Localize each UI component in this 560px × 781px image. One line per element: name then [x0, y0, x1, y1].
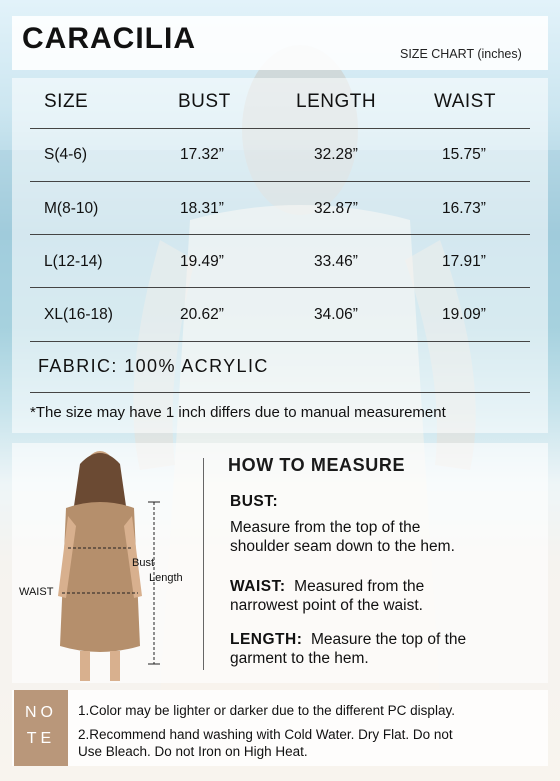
cell-waist: 19.09”: [442, 306, 486, 323]
table-rule: [30, 341, 530, 342]
waist-measure-line-1: [230, 577, 540, 596]
table-row: [30, 289, 530, 341]
header-length: LENGTH: [296, 91, 377, 112]
table-rule: [30, 287, 530, 288]
header-bust: BUST: [178, 91, 231, 112]
brand-logo: CARACILIA: [22, 22, 196, 55]
header-waist: WAIST: [434, 91, 496, 112]
measurement-disclaimer: *The size may have 1 inch differs due to manual measurement: [30, 404, 446, 421]
cell-waist: 16.73”: [442, 200, 486, 217]
table-rule: [30, 181, 530, 182]
cell-size: L(12-14): [44, 253, 103, 270]
note-line-2b: Use Bleach. Do not Iron on High Heat.: [78, 744, 308, 759]
note-badge-line-1: NO: [25, 704, 57, 721]
cell-length: 34.06”: [314, 306, 358, 323]
cell-length: 32.87”: [314, 200, 358, 217]
diagram-bust-label: Bust: [132, 557, 155, 569]
note-line-1: 1.Color may be lighter or darker due to the different PC display.: [78, 703, 455, 718]
table-header-row: [30, 76, 530, 128]
bust-measure-text-2: shoulder seam down to the hem.: [230, 538, 455, 555]
bust-measure-text-1: Measure from the top of the: [230, 519, 421, 536]
bust-label: BUST:: [230, 493, 279, 510]
cell-length: 32.28”: [314, 146, 358, 163]
length-label: LENGTH:: [230, 631, 303, 648]
how-to-measure-title: HOW TO MEASURE: [228, 455, 406, 475]
length-measure-text-2: garment to the hem.: [230, 650, 369, 667]
note-line-2a: 2.Recommend hand washing with Cold Water. Dry Flat. Do not: [78, 727, 453, 742]
diagram-waist-label: WAIST: [19, 586, 54, 598]
vertical-divider: [203, 458, 204, 670]
table-rule: [30, 392, 530, 393]
dress-measurement-diagram: [18, 446, 198, 686]
cell-size: XL(16-18): [44, 306, 113, 323]
cell-bust: 18.31”: [180, 200, 224, 217]
fabric-info: FABRIC: 100% ACRYLIC: [38, 356, 269, 376]
note-badge: [14, 690, 68, 766]
cell-length: 33.46”: [314, 253, 358, 270]
note-badge-line-2: TE: [26, 730, 56, 747]
cell-bust: 19.49”: [180, 253, 224, 270]
table-rule: [30, 234, 530, 235]
waist-text-1: Measured from the: [294, 578, 425, 595]
diagram-length-label: Length: [149, 572, 183, 584]
waist-label: WAIST:: [230, 578, 286, 595]
header-size: SIZE: [44, 91, 89, 112]
cell-bust: 17.32”: [180, 146, 224, 163]
length-text-1: Measure the top of the: [311, 631, 467, 648]
cell-waist: 15.75”: [442, 146, 486, 163]
bust-measure-label: [230, 492, 540, 511]
table-row: [30, 129, 530, 181]
waist-measure-text-2: narrowest point of the waist.: [230, 597, 423, 614]
cell-waist: 17.91”: [442, 253, 486, 270]
cell-bust: 20.62”: [180, 306, 224, 323]
cell-size: M(8-10): [44, 200, 99, 217]
table-row: [30, 236, 530, 288]
cell-size: S(4-6): [44, 146, 88, 163]
table-row: [30, 183, 530, 235]
chart-title: SIZE CHART (inches): [400, 47, 522, 61]
length-measure-line-1: [230, 630, 540, 649]
